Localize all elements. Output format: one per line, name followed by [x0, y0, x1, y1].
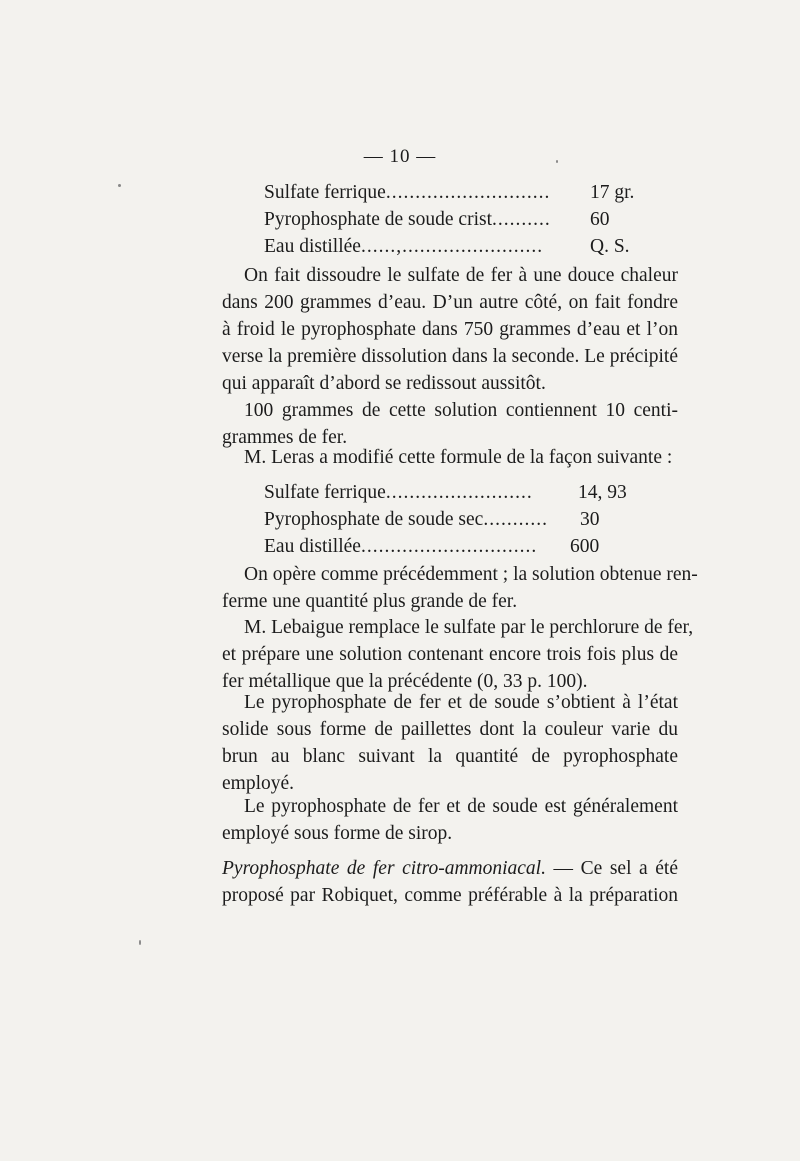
- section-heading: Pyrophosphate de fer citro-ammoniacal.: [222, 858, 546, 879]
- recipe-ingredient: Sulfate ferrique: [264, 182, 386, 203]
- text-line: M. Leras a modifié cette formule de la façon suivante :: [244, 447, 673, 468]
- text-line: solide sous forme de paillettes dont la couleur varie du: [222, 719, 678, 740]
- recipe-row: [264, 233, 664, 260]
- recipe-row: [264, 206, 664, 233]
- recipe-row: [264, 179, 664, 206]
- paragraph-solid-form: [222, 689, 678, 797]
- recipe-ingredient: Pyrophosphate de soude sec: [264, 509, 484, 530]
- paragraph-leras: [222, 444, 678, 471]
- text-line: 100 grammes de cette solution contiennent 10 centi-: [244, 400, 678, 421]
- recipe-quantity: 60: [590, 209, 610, 230]
- text-line: Le pyrophosphate de fer et de soude s’obtient à l’état: [244, 692, 678, 713]
- recipe-list-2: [264, 479, 664, 560]
- text-line: à froid le pyrophosphate dans 750 grammes d’eau et l’on: [222, 319, 678, 340]
- paragraph-lebaigue: [222, 614, 694, 695]
- recipe-leader-dots: ..............................: [360, 536, 538, 557]
- recipe-quantity: Q. S.: [590, 236, 630, 257]
- recipe-row: [264, 479, 664, 506]
- recipe-ingredient: Sulfate ferrique: [264, 482, 386, 503]
- text-line: dans 200 grammes d’eau. D’un autre côté, on fait fondre: [222, 292, 678, 313]
- recipe-row: [264, 533, 664, 560]
- text-line: On fait dissoudre le sulfate de fer à une douce chaleur: [244, 265, 678, 286]
- recipe-row: [264, 506, 664, 533]
- recipe-quantity: 600: [570, 536, 600, 557]
- paper-speck: [118, 184, 121, 187]
- paper-speck: [139, 940, 141, 945]
- recipe-leader-dots: ............................: [385, 182, 551, 203]
- text-line: On opère comme précédemment ; la solution obtenue ren-: [244, 564, 698, 585]
- recipe-leader-dots: .........................: [385, 482, 533, 503]
- text-line: et prépare une solution contenant encore trois fois plus de: [222, 644, 678, 665]
- text-line: M. Lebaigue remplace le sulfate par le perchlorure de fer,: [244, 617, 694, 638]
- paragraph-concentration: [222, 397, 678, 451]
- paragraph-citro-ammoniacal: [222, 855, 678, 909]
- paragraph-operation: [222, 561, 698, 615]
- text-line: grammes de fer.: [222, 427, 348, 448]
- recipe-quantity: 30: [580, 509, 600, 530]
- recipe-list-1: [264, 179, 664, 260]
- recipe-leader-dots: ..........: [492, 209, 551, 230]
- paragraph-syrup: [222, 793, 678, 847]
- recipe-quantity: 14, 93: [578, 482, 627, 503]
- text-line: Le pyrophosphate de fer et de soude est généralement: [244, 796, 678, 817]
- text-line: fer métallique que la précédente (0, 33 p. 100).: [222, 671, 588, 692]
- recipe-ingredient: Eau distillée: [264, 536, 361, 557]
- paragraph-dissolution: [222, 262, 678, 397]
- text-line: employé.: [222, 773, 295, 794]
- text-line: qui apparaît d’abord se redissout aussitôt.: [222, 373, 546, 394]
- recipe-quantity: 17 gr.: [590, 182, 635, 203]
- text-line: [222, 855, 678, 882]
- recipe-leader-dots: ...........: [483, 509, 548, 530]
- text-line: verse la première dissolution dans la seconde. Le précipité: [222, 346, 678, 367]
- recipe-ingredient: Pyrophosphate de soude crist: [264, 209, 493, 230]
- text-line: ferme une quantité plus grande de fer.: [222, 591, 518, 612]
- text-line: brun au blanc suivant la quantité de pyrophosphate: [222, 746, 678, 767]
- recipe-ingredient: Eau distillée: [264, 236, 361, 257]
- text-line: proposé par Robiquet, comme préférable à la préparation: [222, 885, 678, 906]
- text-fragment: — Ce sel a été: [545, 858, 678, 879]
- recipe-leader-dots: ......,........................: [360, 236, 544, 257]
- page-number: — 10 —: [363, 146, 437, 167]
- text-line: employé sous forme de sirop.: [222, 823, 453, 844]
- paper-speck: [556, 160, 558, 163]
